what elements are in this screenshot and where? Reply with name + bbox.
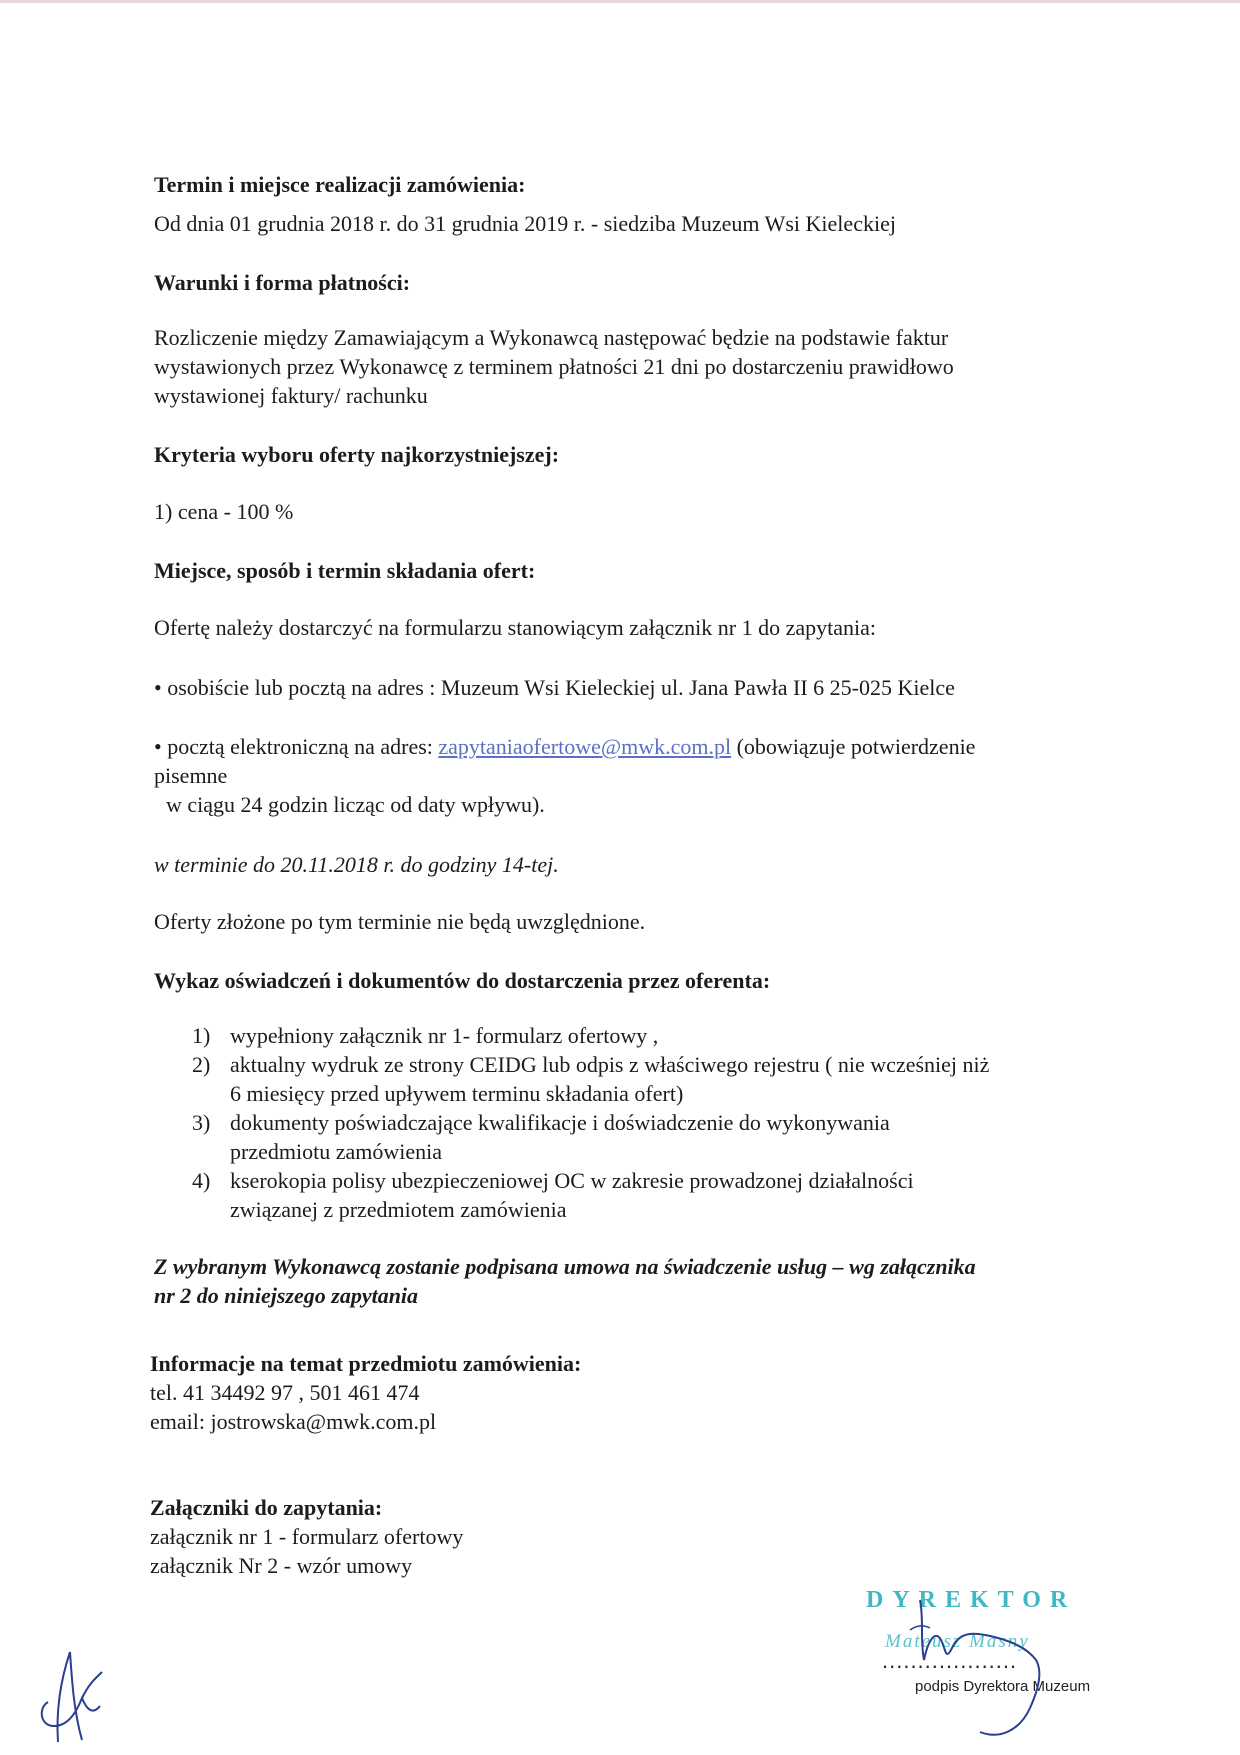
- scan-edge-line: [0, 0, 1240, 3]
- platnosc-line-1: Rozliczenie między Zamawiającym a Wykonawcą następować będzie na podstawie faktur: [154, 325, 949, 350]
- oferty-bullet-1-text: osobiście lub pocztą na adres : Muzeum Wsi Kieleckiej ul. Jana Pawła II 6 25-025 Kielce: [167, 675, 955, 700]
- signature-dots: ...................: [882, 1648, 1018, 1673]
- wykaz-item-4-line-1: kserokopia polisy ubezpieczeniowej OC w zakresie prowadzonej działalności: [230, 1168, 914, 1193]
- wykaz-item-3-line-1: dokumenty poświadczające kwalifikacje i doświadczenie do wykonywania: [230, 1110, 890, 1135]
- oferty-bullet-1: [154, 673, 955, 702]
- informacje-tel: tel. 41 34492 97 , 501 461 474: [150, 1380, 420, 1405]
- oferty-bullet-2-line-3: w ciągu 24 godzin licząc od daty wpływu).: [166, 792, 545, 817]
- oferty-bullet-2: [154, 732, 975, 761]
- wykaz-heading: Wykaz oświadczeń i dokumentów do dostarczenia przez oferenta:: [154, 968, 771, 993]
- umowa-line-1: Z wybranym Wykonawcą zostanie podpisana umowa na świadczenie usług – wg załącznika: [154, 1254, 976, 1279]
- wykaz-item-4: [192, 1166, 914, 1195]
- list-number: 1): [192, 1023, 211, 1048]
- platnosc-heading: Warunki i forma płatności:: [154, 270, 411, 295]
- oferty-bullet-2-line-2: pisemne: [154, 763, 228, 788]
- oferty-intro: Ofertę należy dostarczyć na formularzu stanowiącym załącznik nr 1 do zapytania:: [154, 615, 876, 640]
- zalacznik-item-1: załącznik nr 1 - formularz ofertowy: [150, 1524, 464, 1549]
- wykaz-item-2: [192, 1050, 989, 1079]
- zalacznik-item-2: załącznik Nr 2 - wzór umowy: [150, 1553, 413, 1578]
- informacje-heading: Informacje na temat przedmiotu zamówienia:: [150, 1351, 582, 1376]
- informacje-email: email: jostrowska@mwk.com.pl: [150, 1409, 437, 1434]
- oferty-heading: Miejsce, sposób i termin składania ofert:: [154, 558, 536, 583]
- termin-heading: Termin i miejsce realizacji zamówienia:: [154, 172, 526, 197]
- wykaz-item-1-line-1: wypełniony załącznik nr 1- formularz ofertowy ,: [230, 1023, 659, 1048]
- email-link[interactable]: zapytaniaofertowe@mwk.com.pl: [438, 734, 732, 759]
- kryteria-heading: Kryteria wyboru oferty najkorzystniejszej:: [154, 442, 560, 467]
- stamp-title: DYREKTOR: [866, 1587, 1077, 1613]
- platnosc-line-2: wystawionych przez Wykonawcę z terminem płatności 21 dni po dostarczeniu prawidłowo: [154, 354, 954, 379]
- bullet-icon: •: [154, 734, 162, 759]
- wykaz-item-1: [192, 1021, 658, 1050]
- zalaczniki-heading: Załączniki do zapytania:: [150, 1495, 383, 1520]
- initials-signature-icon: [30, 1642, 110, 1747]
- director-signature-icon: [880, 1590, 1120, 1745]
- oferty-deadline: w terminie do 20.11.2018 r. do godziny 14-tej.: [154, 852, 559, 877]
- signature-caption: podpis Dyrektora Muzeum: [915, 1678, 1091, 1695]
- list-number: 4): [192, 1168, 211, 1193]
- list-number: 3): [192, 1110, 211, 1135]
- umowa-line-2: nr 2 do niniejszego zapytania: [154, 1283, 419, 1308]
- wykaz-item-4-line-2: związanej z przedmiotem zamówienia: [230, 1197, 567, 1222]
- termin-text: Od dnia 01 grudnia 2018 r. do 31 grudnia 2019 r. - siedziba Muzeum Wsi Kieleckiej: [154, 211, 896, 236]
- oferty-note: Oferty złożone po tym terminie nie będą uwzględnione.: [154, 909, 646, 934]
- oferty-bullet-2-text: pocztą elektroniczną na adres:: [167, 734, 439, 759]
- wykaz-item-3-line-2: przedmiotu zamówienia: [230, 1139, 442, 1164]
- wykaz-item-2-line-2: 6 miesięcy przed upływem terminu składania ofert): [230, 1081, 684, 1106]
- wykaz-item-2-line-1: aktualny wydruk ze strony CEIDG lub odpis z właściwego rejestru ( nie wcześniej niż: [230, 1052, 990, 1077]
- platnosc-line-3: wystawionej faktury/ rachunku: [154, 383, 428, 408]
- stamp-name: Mateusz Masny: [885, 1631, 1030, 1652]
- bullet-icon: •: [154, 675, 162, 700]
- oferty-bullet-2-after: (obowiązuje potwierdzenie: [731, 734, 976, 759]
- kryteria-item: 1) cena - 100 %: [154, 499, 294, 524]
- wykaz-item-3: [192, 1108, 890, 1137]
- list-number: 2): [192, 1052, 211, 1077]
